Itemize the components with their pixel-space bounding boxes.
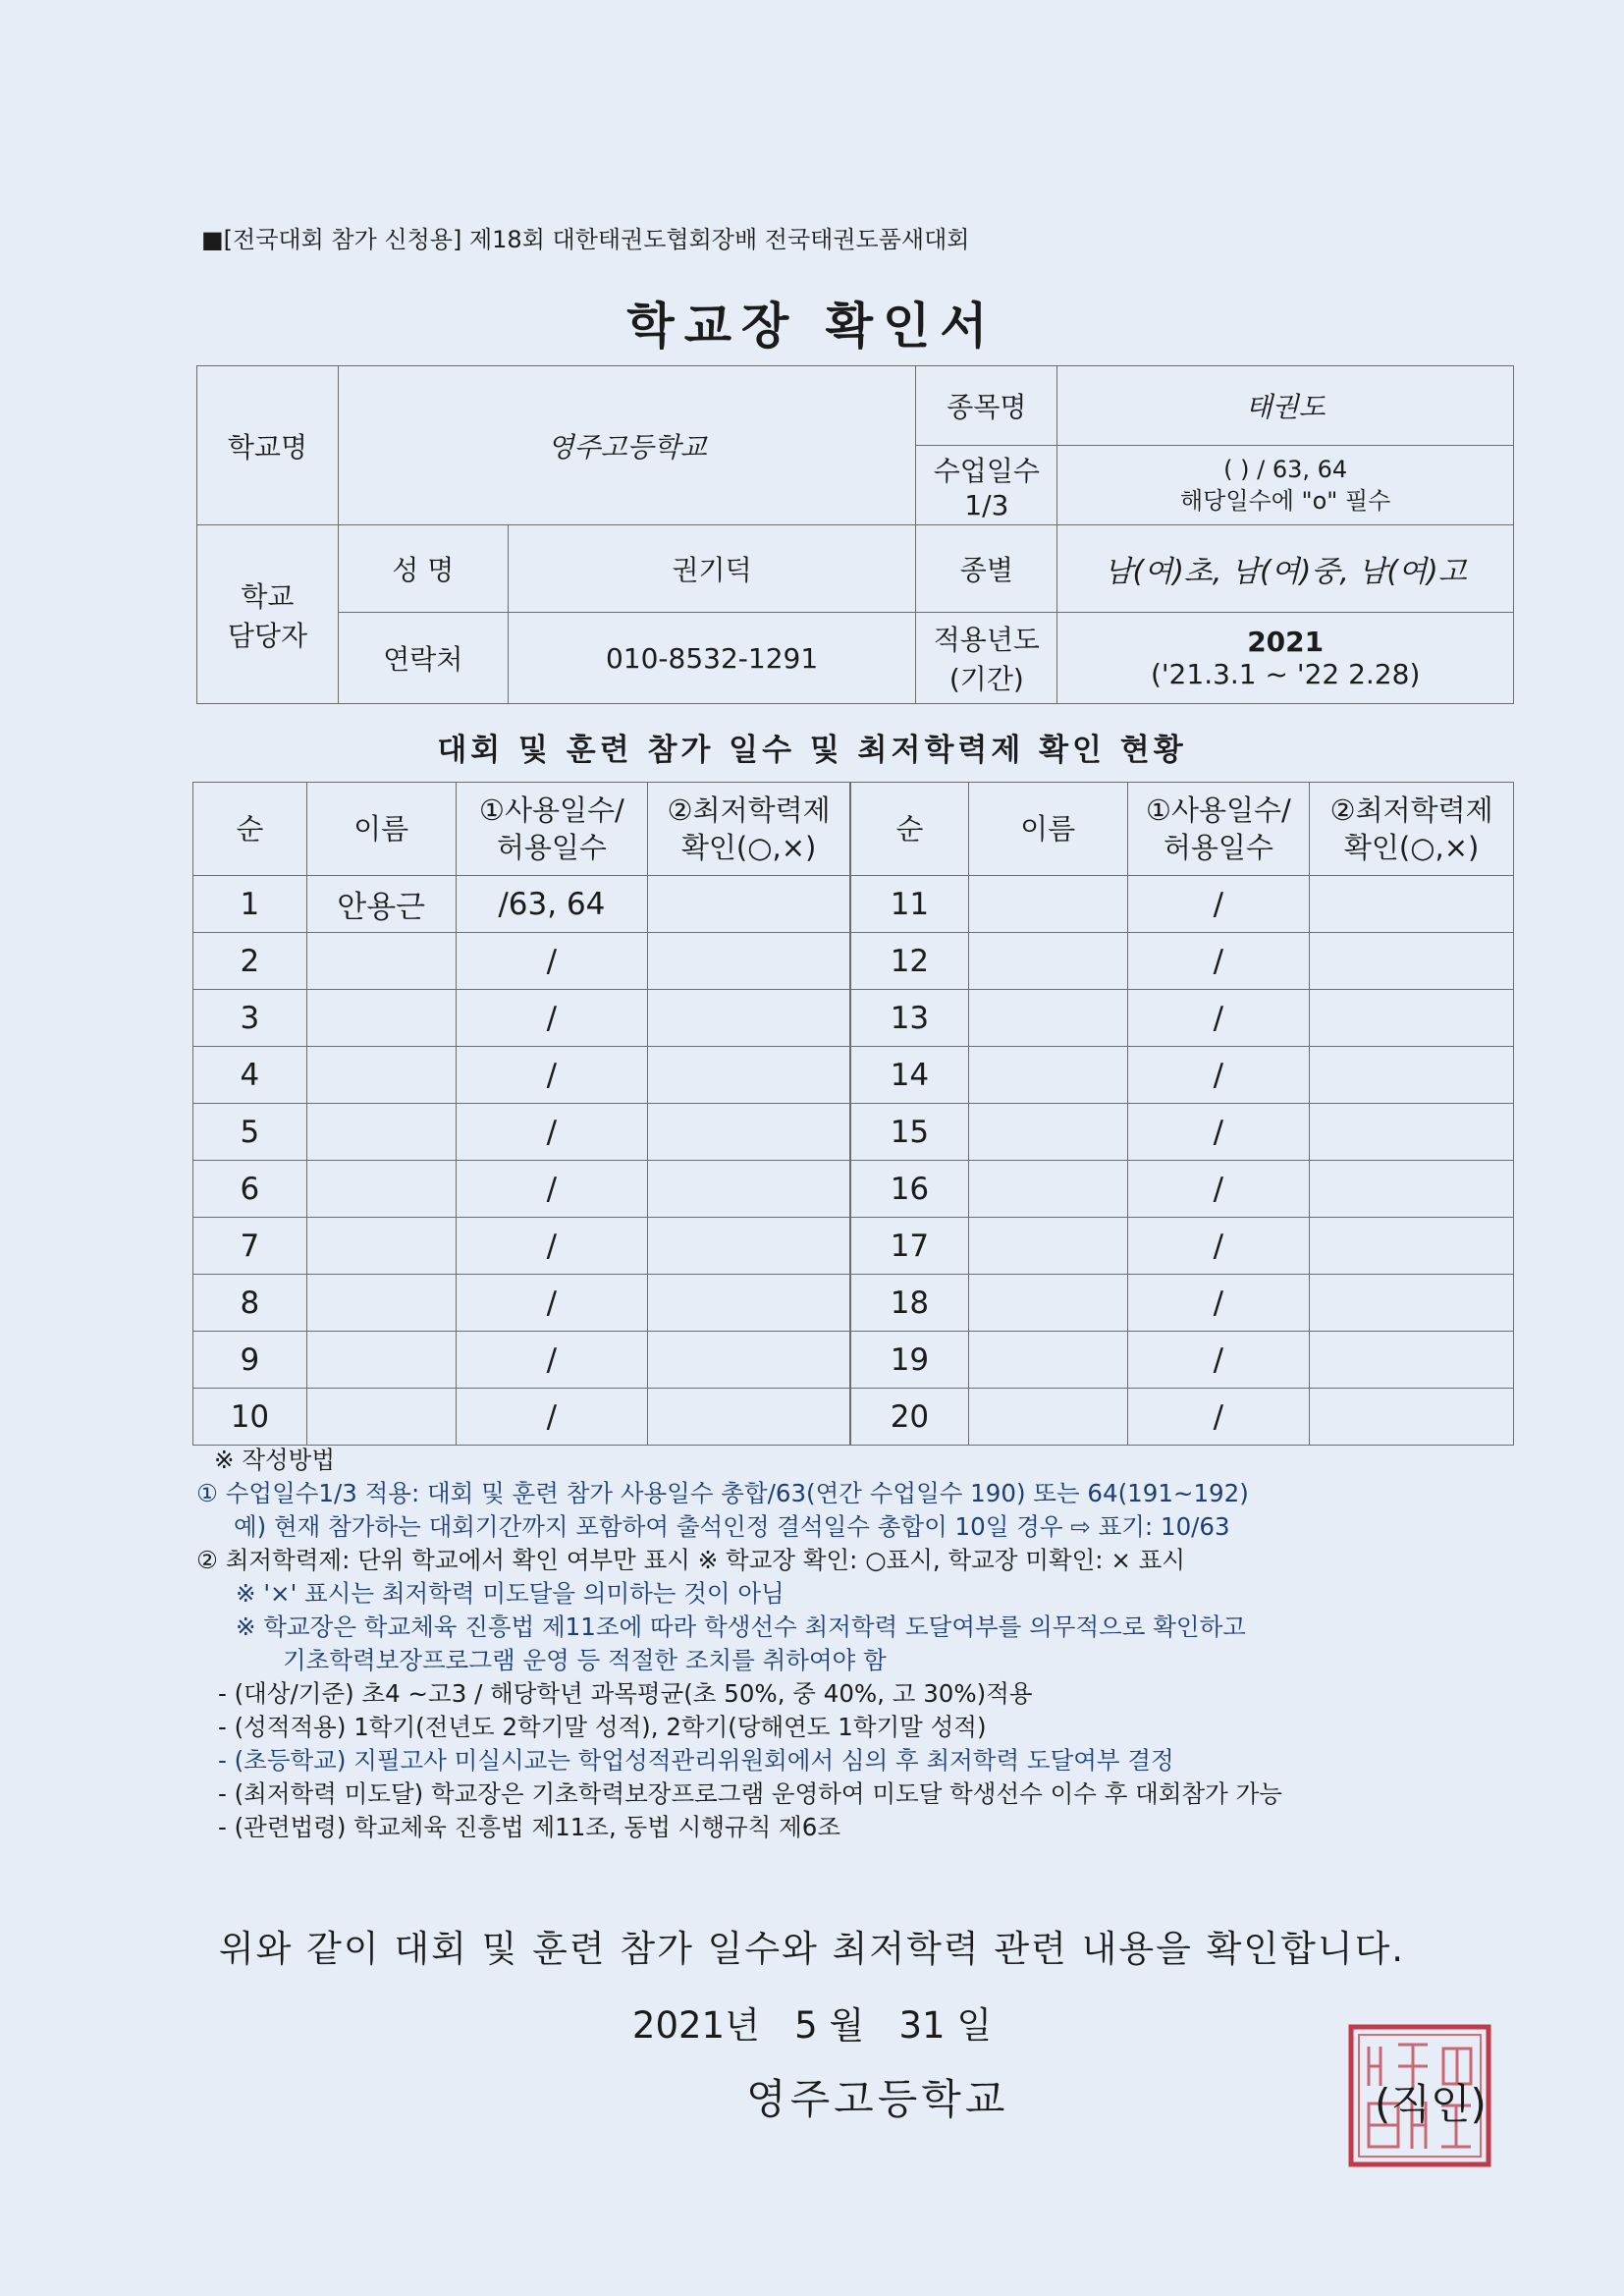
row-min-academic <box>1310 1161 1514 1218</box>
participation-table-right <box>850 782 1514 1446</box>
row-days: / <box>456 1047 648 1104</box>
row-days: /63, 64 <box>456 876 648 933</box>
row-days: / <box>1127 1332 1310 1389</box>
row-name <box>306 1161 456 1218</box>
row-days: / <box>1127 1389 1310 1446</box>
phone-label: 연락처 <box>338 613 508 704</box>
school-name-value: 영주고등학교 <box>338 366 916 525</box>
table-row <box>851 933 1514 990</box>
row-number: 9 <box>193 1332 307 1389</box>
date-month: 5 <box>794 2004 818 2047</box>
row-min-academic <box>1310 990 1514 1047</box>
instruction-line: - (대상/기준) 초4 ~고3 / 해당학년 과목평균(초 50%, 중 40%, 고 30%)적용 <box>218 1679 1033 1708</box>
col-min-academic: ②최저학력제 확인(○,×) <box>648 783 850 876</box>
row-min-academic <box>648 1218 850 1275</box>
sport-value: 태권도 <box>1057 366 1514 446</box>
row-number: 16 <box>851 1161 969 1218</box>
row-number: 1 <box>193 876 307 933</box>
row-min-academic <box>1310 1275 1514 1332</box>
table-row <box>851 876 1514 933</box>
table-header-row <box>193 783 850 876</box>
row-min-academic <box>1310 1218 1514 1275</box>
row-name <box>968 1218 1127 1275</box>
sport-label: 종목명 <box>916 366 1057 446</box>
table-row <box>193 1161 850 1218</box>
table-row <box>193 1332 850 1389</box>
table-row <box>193 1275 850 1332</box>
table-row <box>193 1047 850 1104</box>
row-name <box>968 1389 1127 1446</box>
row-name <box>968 1332 1127 1389</box>
table-row <box>851 990 1514 1047</box>
date-year: 2021년 <box>631 2004 760 2047</box>
row-days: / <box>456 1389 648 1446</box>
contact-name-label: 성 명 <box>338 525 508 613</box>
signature-school: 영주고등학교 <box>746 2075 1009 2123</box>
col-no: 순 <box>193 783 307 876</box>
row-days: / <box>1127 990 1310 1047</box>
col-no: 순 <box>851 783 969 876</box>
year-value: 2021 ('21.3.1 ~ '22 2.28) <box>1057 613 1514 704</box>
row-min-academic <box>648 1332 850 1389</box>
row-name <box>306 1218 456 1275</box>
row-days: / <box>1127 933 1310 990</box>
row-number: 8 <box>193 1275 307 1332</box>
page-title: 학교장 확인서 <box>626 298 998 355</box>
row-min-academic <box>648 933 850 990</box>
school-name-label: 학교명 <box>197 366 339 525</box>
row-number: 6 <box>193 1161 307 1218</box>
row-min-academic <box>1310 1332 1514 1389</box>
confirmation-text: 위와 같이 대회 및 훈련 참가 일수와 최저학력 관련 내용을 확인합니다. <box>218 1928 1406 1970</box>
row-min-academic <box>648 1161 850 1218</box>
row-number: 15 <box>851 1104 969 1161</box>
row-name <box>968 1161 1127 1218</box>
row-number: 5 <box>193 1104 307 1161</box>
row-min-academic <box>648 1275 850 1332</box>
instruction-line: ※ 학교장은 학교체육 진흥법 제11조에 따라 학생선수 최저학력 도달여부를 의무적으로 확인하고 <box>236 1613 1246 1641</box>
class-days-label: 수업일수 1/3 <box>916 446 1057 525</box>
col-days: ①사용일수/ 허용일수 <box>1127 783 1310 876</box>
row-min-academic <box>1310 1104 1514 1161</box>
row-min-academic <box>1310 1389 1514 1446</box>
row-name <box>306 933 456 990</box>
row-number: 14 <box>851 1047 969 1104</box>
row-name: 안용근 <box>306 876 456 933</box>
row-days: / <box>1127 1104 1310 1161</box>
row-days: / <box>1127 1047 1310 1104</box>
phone-value: 010-8532-1291 <box>508 613 916 704</box>
row-min-academic <box>648 1389 850 1446</box>
table-row <box>193 990 850 1047</box>
row-name <box>306 1332 456 1389</box>
date-day: 31 <box>898 2004 946 2047</box>
row-number: 10 <box>193 1389 307 1446</box>
instructions <box>196 1444 1522 1844</box>
category-value: 남(여)초, 남(여)중, 남(여)고 <box>1057 525 1514 613</box>
row-days: / <box>1127 1218 1310 1275</box>
row-number: 7 <box>193 1218 307 1275</box>
table-row <box>193 1104 850 1161</box>
row-min-academic <box>1310 933 1514 990</box>
table-row <box>851 1389 1514 1446</box>
row-number: 13 <box>851 990 969 1047</box>
class-days-value: ( ) / 63, 64 해당일수에 "o" 필수 <box>1057 446 1514 525</box>
row-days: / <box>1127 1161 1310 1218</box>
row-days: / <box>456 1161 648 1218</box>
row-number: 20 <box>851 1389 969 1446</box>
table-row <box>851 1047 1514 1104</box>
row-name <box>306 1389 456 1446</box>
row-name <box>306 990 456 1047</box>
row-name <box>968 933 1127 990</box>
row-name <box>968 990 1127 1047</box>
row-number: 2 <box>193 933 307 990</box>
info-table <box>196 365 1514 704</box>
row-days: / <box>456 1332 648 1389</box>
instruction-line: ※ '×' 표시는 최저학력 미도달을 의미하는 것이 아님 <box>236 1579 785 1608</box>
category-label: 종별 <box>916 525 1057 613</box>
row-min-academic <box>648 876 850 933</box>
row-days: / <box>456 990 648 1047</box>
row-days: / <box>456 933 648 990</box>
date-line: 2021년 5 월 31 일 <box>631 2004 993 2047</box>
row-number: 17 <box>851 1218 969 1275</box>
row-name <box>968 1047 1127 1104</box>
table-row <box>851 1275 1514 1332</box>
row-days: / <box>456 1218 648 1275</box>
row-min-academic <box>648 990 850 1047</box>
contact-group-label: 학교 담당자 <box>197 525 339 704</box>
table-row <box>193 876 850 933</box>
instruction-line: - (성적적용) 1학기(전년도 2학기말 성적), 2학기(당해연도 1학기말 성적) <box>218 1713 987 1741</box>
instruction-line: - (초등학교) 지필고사 미실시교는 학업성적관리위원회에서 심의 후 최저학력 도달여부 결정 <box>218 1746 1174 1775</box>
class-days-note: 해당일수에 "o" 필수 <box>1180 487 1391 515</box>
table-row <box>193 933 850 990</box>
seal-label: (직인) <box>1375 2080 1487 2128</box>
instruction-line: - (최저학력 미도달) 학교장은 기초학력보장프로그램 운영하여 미도달 학생선수 이수 후 대회참가 가능 <box>218 1779 1282 1808</box>
row-days: / <box>1127 1275 1310 1332</box>
row-min-academic <box>1310 876 1514 933</box>
row-name <box>968 876 1127 933</box>
row-min-academic <box>1310 1047 1514 1104</box>
col-min-academic: ②최저학력제 확인(○,×) <box>1310 783 1514 876</box>
col-name: 이름 <box>968 783 1127 876</box>
row-number: 18 <box>851 1275 969 1332</box>
row-number: 4 <box>193 1047 307 1104</box>
header-prefix: ■[전국대회 참가 신청용] <box>201 226 462 253</box>
table-row <box>851 1332 1514 1389</box>
table-row <box>851 1161 1514 1218</box>
year-period: ('21.3.1 ~ '22 2.28) <box>1150 658 1421 690</box>
row-name <box>306 1104 456 1161</box>
contact-name-value: 권기덕 <box>508 525 916 613</box>
instruction-line: ※ 작성방법 <box>214 1446 335 1474</box>
table-row <box>851 1218 1514 1275</box>
table-row <box>851 1104 1514 1161</box>
row-number: 11 <box>851 876 969 933</box>
table-row <box>193 1218 850 1275</box>
instruction-line: 기초학력보장프로그램 운영 등 적절한 조치를 취하여야 함 <box>283 1646 887 1674</box>
table-header-row <box>851 783 1514 876</box>
row-name <box>306 1047 456 1104</box>
instruction-line: - (관련법령) 학교체육 진흥법 제11조, 동법 시행규칙 제6조 <box>218 1813 841 1841</box>
col-name: 이름 <box>306 783 456 876</box>
row-name <box>306 1275 456 1332</box>
table-row <box>193 1389 850 1446</box>
col-days: ①사용일수/ 허용일수 <box>456 783 648 876</box>
document-header <box>201 220 969 254</box>
row-days: / <box>1127 876 1310 933</box>
row-min-academic <box>648 1104 850 1161</box>
instruction-line: 예) 현재 참가하는 대회기간까지 포함하여 출석인정 결석일수 총합이 10일 경우 ⇨ 표기: 10/63 <box>234 1512 1230 1541</box>
participation-table-left <box>192 782 850 1446</box>
row-days: / <box>456 1104 648 1161</box>
row-days: / <box>456 1275 648 1332</box>
row-min-academic <box>648 1047 850 1104</box>
row-name <box>968 1104 1127 1161</box>
row-number: 3 <box>193 990 307 1047</box>
row-number: 12 <box>851 933 969 990</box>
row-name <box>968 1275 1127 1332</box>
header-event: 제18회 대한태권도협회장배 전국태권도품새대회 <box>468 226 970 253</box>
section-title: 대회 및 훈련 참가 일수 및 최저학력제 확인 현황 <box>437 733 1187 768</box>
instruction-line: ② 최저학력제: 단위 학교에서 확인 여부만 표시 ※ 학교장 확인: ○표시, 학교장 미확인: × 표시 <box>196 1546 1185 1574</box>
row-number: 19 <box>851 1332 969 1389</box>
year-label: 적용년도 (기간) <box>916 613 1057 704</box>
instruction-line: ① 수업일수1/3 적용: 대회 및 훈련 참가 사용일수 총합/63(연간 수업일수 190) 또는 64(191~192) <box>196 1479 1249 1507</box>
